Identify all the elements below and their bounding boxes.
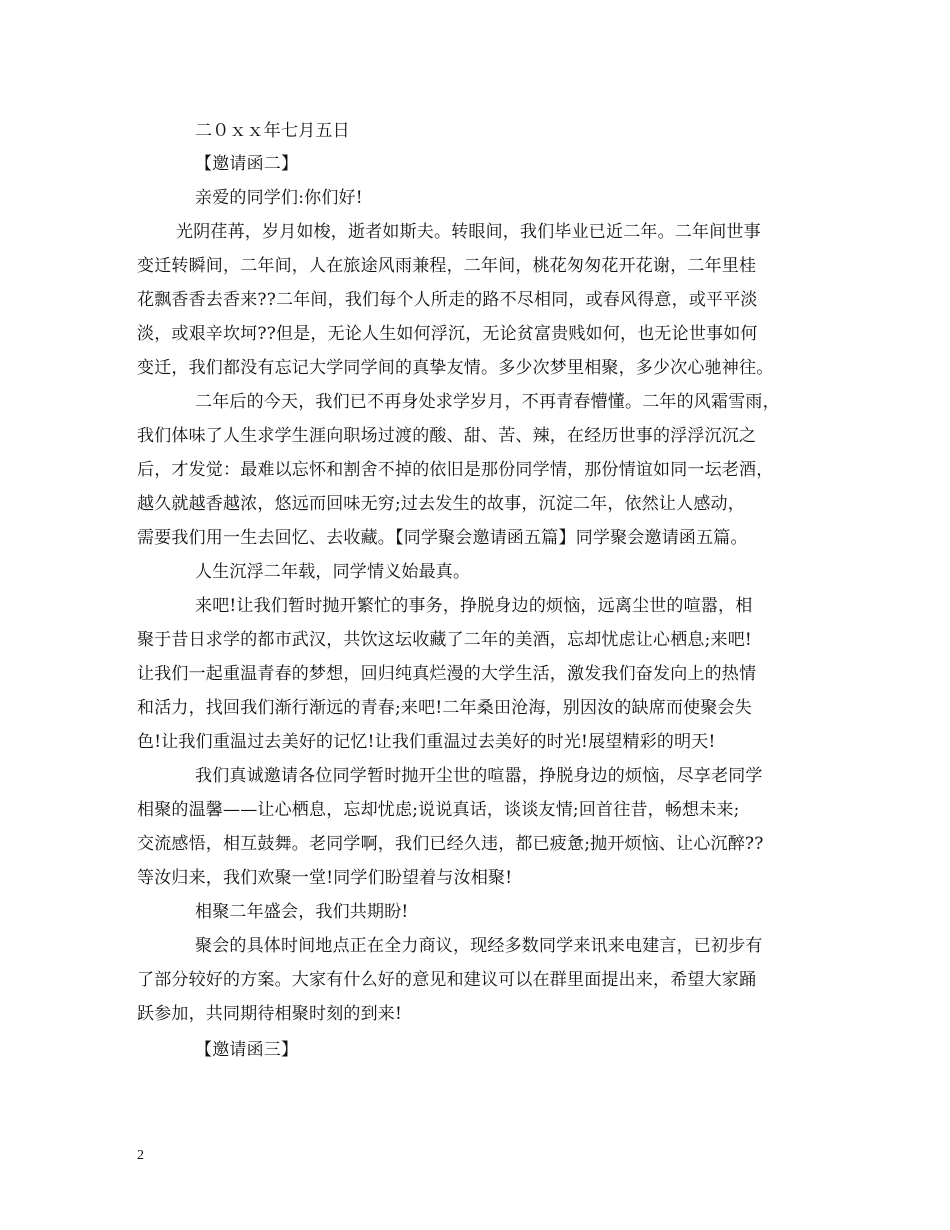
paragraph-line: 花飘香香去香来??二年间，我们每个人所走的路不尽相同，或春风得意，或平平淡 (137, 290, 758, 310)
paragraph-line: 色!让我们重温过去美好的记忆!让我们重温过去美好的时光!展望精彩的明天! (137, 732, 716, 752)
paragraph-line: 我们真诚邀请各位同学暂时抛开尘世的喧嚣，挣脱身边的烦恼，尽享老同学 (195, 766, 763, 786)
paragraph-line: 让我们一起重温青春的梦想，回归纯真烂漫的大学生活，激发我们奋发向上的热情 (137, 664, 757, 684)
paragraph-line: 后，才发觉：最难以忘怀和割舍不掉的依旧是那份同学情，那份情谊如同一坛老酒， (137, 460, 774, 480)
paragraph-line: 来吧!让我们暂时抛开繁忙的事务，挣脱身边的烦恼，远离尘世的喧嚣，相 (195, 596, 753, 616)
page-number: 2 (137, 1148, 144, 1163)
paragraph-line: 等汝归来，我们欢聚一堂!同学们盼望着与汝相聚! (137, 868, 513, 888)
paragraph-line: 和活力，找回我们渐行渐远的青春;来吧!二年桑田沧海，别因汝的缺席而使聚会失 (137, 698, 752, 718)
paragraph-line: 二年后的今天，我们已不再身处求学岁月，不再青春懵懂。二年的风霜雪雨， (195, 392, 780, 412)
paragraph-line: 相聚二年盛会，我们共期盼! (195, 902, 409, 922)
greeting-line: 亲爱的同学们:你们好! (195, 188, 363, 208)
paragraph-line: 交流感悟，相互鼓舞。老同学啊，我们已经久违，都已疲惫;抛开烦恼、让心沉醉?? (137, 834, 764, 854)
paragraph-line: 人生沉浮二年载，同学情义始最真。 (195, 562, 471, 582)
section-heading: 【邀请函二】 (195, 154, 299, 174)
paragraph-line: 相聚的温馨——让心栖息，忘却忧虑;说说真话，谈谈友情;回首往昔，畅想未来; (137, 800, 740, 820)
date-line: 二０ｘｘ年七月五日 (195, 121, 350, 141)
paragraph-line: 变迁，我们都没有忘记大学同学间的真挚友情。多少次梦里相聚，多少次心驰神往。 (137, 358, 774, 378)
paragraph-line: 越久就越香越浓，悠远而回味无穷;过去发生的故事，沉淀二年，依然让人感动， (137, 494, 745, 514)
section-heading: 【邀请函三】 (195, 1040, 299, 1060)
paragraph-line: 聚会的具体时间地点正在全力商议，现经多数同学来讯来电建言，已初步有 (195, 936, 763, 956)
paragraph-line: 淡，或艰辛坎坷??但是，无论人生如何浮沉，无论贫富贵贱如何，也无论世事如何 (137, 324, 758, 344)
paragraph-line: 跃参加，共同期待相聚时刻的到来! (137, 1004, 403, 1024)
paragraph-line: 我们体味了人生求学生涯向职场过渡的酸、甜、苦、辣，在经历世事的浮浮沉沉之 (137, 426, 757, 446)
paragraph-line: 变迁转瞬间，二年间，人在旅途风雨兼程，二年间，桃花匆匆花开花谢，二年里桂 (137, 256, 757, 276)
paragraph-line: 光阴荏苒，岁月如梭，逝者如斯夫。转眼间，我们毕业已近二年。二年间世事 (176, 222, 761, 242)
paragraph-line: 需要我们用一生去回忆、去收藏。【同学聚会邀请函五篇】同学聚会邀请函五篇。 (137, 528, 748, 548)
paragraph-line: 了部分较好的方案。大家有什么好的意见和建议可以在群里面提出来，希望大家踊 (137, 970, 757, 990)
paragraph-line: 聚于昔日求学的都市武汉，共饮这坛收藏了二年的美酒，忘却忧虑让心栖息;来吧! (137, 630, 752, 650)
